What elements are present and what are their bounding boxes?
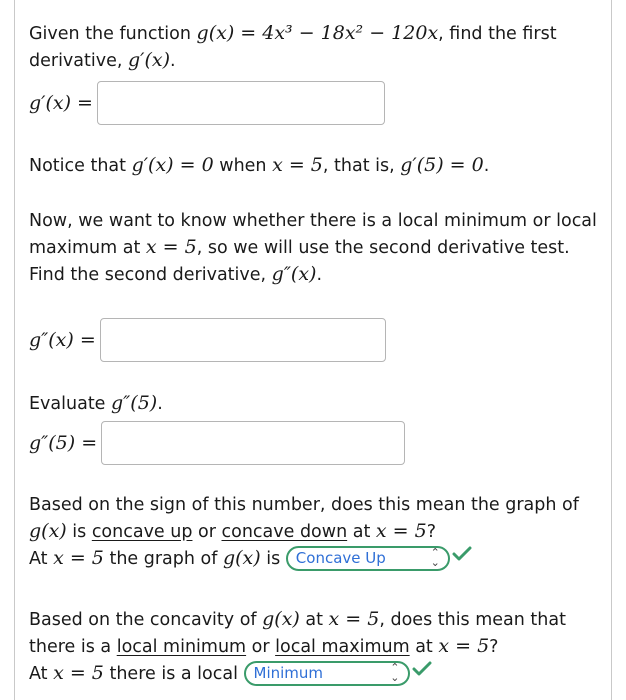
concavity-text-at: at bbox=[347, 522, 376, 542]
concavity-answer-text-mid: the graph of bbox=[103, 549, 223, 569]
first-derivative-symbol: g′(x) bbox=[127, 49, 171, 71]
q1-prompt-text-2: , find the first derivative, bbox=[29, 24, 557, 71]
notice-text-mid: when bbox=[213, 156, 273, 176]
correct-check-icon bbox=[452, 544, 472, 570]
extremum-answer-text-start: At bbox=[29, 664, 54, 684]
find-second-derivative-end: . bbox=[316, 265, 323, 285]
extremum-select[interactable] bbox=[244, 661, 410, 686]
find-second-derivative-text: Find the second derivative, bbox=[29, 265, 272, 285]
concavity-answer-expr: x = 5 bbox=[53, 547, 104, 569]
q3-answer-label: g″(5) = bbox=[29, 432, 98, 454]
function-expression: g(x) = 4x³ − 18x² − 120x bbox=[196, 22, 439, 44]
extremum-text-at: at bbox=[299, 610, 329, 630]
intro-text-end: , so we will use the second derivative test. bbox=[196, 238, 570, 258]
q3-answer-row bbox=[29, 421, 405, 465]
concavity-text-mid: is bbox=[66, 522, 92, 542]
q1-prompt-end: . bbox=[170, 51, 176, 71]
concavity-text-start: Based on the sign of this number, does this mean the graph of bbox=[29, 495, 579, 515]
extremum-expr-2: x = 5 bbox=[328, 608, 380, 630]
notice-text-start: Notice that bbox=[29, 156, 132, 176]
select-chevron-icon: ⌃ ⌄ bbox=[390, 661, 400, 684]
second-derivative-symbol: g″(x) bbox=[271, 263, 317, 285]
concavity-expr-2: x = 5 bbox=[375, 520, 427, 542]
extremum-text-or: or bbox=[246, 637, 276, 657]
q3-prompt bbox=[29, 390, 609, 417]
extremum-text-q: ? bbox=[489, 637, 499, 657]
extremum-answer-expr: x = 5 bbox=[53, 662, 104, 684]
q1-answer-row bbox=[29, 81, 385, 125]
notice-text-end: . bbox=[483, 156, 490, 176]
concavity-selected-value: Concave Up bbox=[295, 549, 386, 567]
concavity-answer-text-start: At bbox=[29, 549, 54, 569]
q3-prompt-expr: g″(5) bbox=[111, 392, 158, 414]
correct-check-icon bbox=[412, 659, 432, 685]
concavity-expr-1: g(x) bbox=[29, 520, 67, 542]
local-minimum-link[interactable]: local minimum bbox=[116, 637, 247, 657]
extremum-answer-text-mid: there is a local bbox=[103, 664, 244, 684]
intro-text-start: Now, we want to know whether there is a local minimum or local maximum at bbox=[29, 211, 597, 258]
concavity-text-or: or bbox=[192, 522, 222, 542]
second-derivative-intro bbox=[29, 208, 609, 288]
extremum-expr-3: x = 5 bbox=[438, 635, 490, 657]
q3-prompt-text: Evaluate bbox=[29, 394, 112, 414]
second-derivative-input[interactable] bbox=[100, 318, 386, 362]
concavity-select[interactable] bbox=[286, 546, 450, 571]
extremum-expr-1: g(x) bbox=[262, 608, 300, 630]
local-maximum-link[interactable]: local maximum bbox=[275, 637, 410, 657]
extremum-text-at-2: at bbox=[409, 637, 439, 657]
notice-text bbox=[29, 152, 609, 179]
q2-answer-row bbox=[29, 318, 386, 362]
extremum-selected-value: Minimum bbox=[253, 664, 324, 682]
concavity-answer-expr-2: g(x) bbox=[222, 547, 261, 569]
first-derivative-input[interactable] bbox=[97, 81, 385, 125]
q1-prompt-text: Given the function bbox=[29, 24, 197, 44]
extremum-question bbox=[29, 606, 609, 687]
concave-up-link[interactable]: concave up bbox=[91, 522, 193, 542]
extremum-text-start: Based on the concavity of bbox=[29, 610, 263, 630]
concavity-text-q: ? bbox=[426, 522, 436, 542]
select-chevron-icon: ⌃ ⌄ bbox=[430, 546, 440, 569]
q3-prompt-end: . bbox=[157, 394, 163, 414]
notice-text-mid-2: , that is, bbox=[322, 156, 401, 176]
q2-answer-label: g″(x) = bbox=[29, 329, 96, 351]
q1-prompt bbox=[29, 20, 609, 74]
notice-expr-2: x = 5 bbox=[272, 154, 323, 176]
extremum-text-mid: , does this mean that there is a bbox=[29, 610, 566, 657]
concavity-answer-text-is: is bbox=[260, 549, 286, 569]
notice-expr-1: g′(x) = 0 bbox=[131, 154, 214, 176]
concavity-question bbox=[29, 492, 609, 572]
notice-expr-3: g′(5) = 0 bbox=[400, 154, 484, 176]
intro-expr: x = 5 bbox=[145, 236, 197, 258]
concave-down-link[interactable]: concave down bbox=[221, 522, 348, 542]
q1-answer-label: g′(x) = bbox=[29, 92, 93, 114]
second-derivative-at-5-input[interactable] bbox=[101, 421, 405, 465]
